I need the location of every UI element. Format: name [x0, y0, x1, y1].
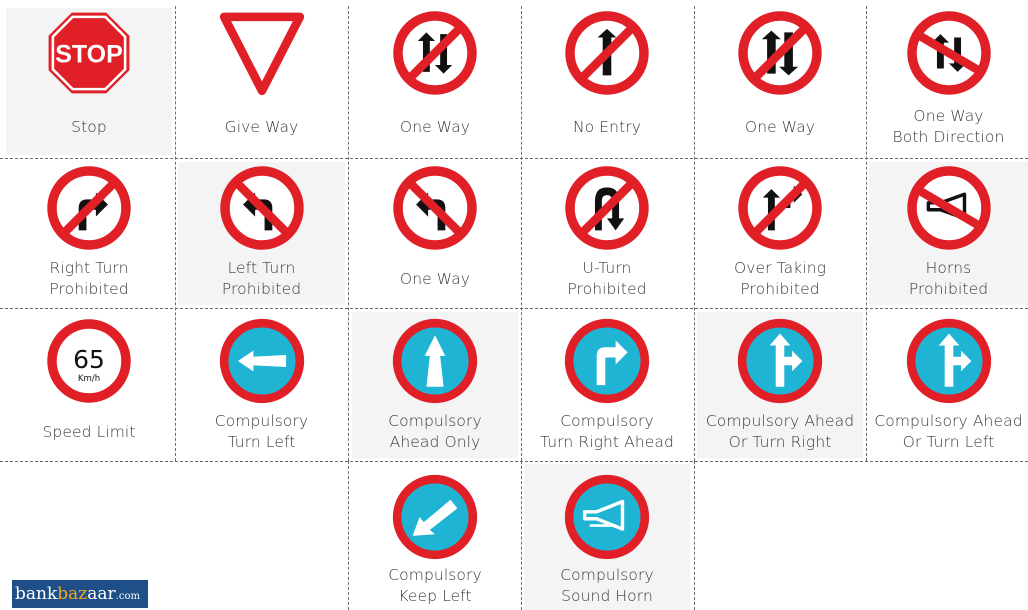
ahead-or-right-arrow-icon: [906, 318, 992, 404]
sign-cell-over-taking-prohibited: [697, 162, 863, 305]
sign-label-line: Horns: [925, 259, 972, 277]
column-divider: [866, 6, 867, 461]
ahead-or-right-arrow-icon: [737, 318, 823, 404]
sign-label-line: One Way: [399, 118, 471, 136]
sign-label-line: Compulsory: [560, 412, 654, 430]
bankbazaar-logo: [12, 580, 148, 608]
sign-label-line: Compulsory Ahead: [874, 412, 1023, 430]
sign-label: [352, 411, 518, 453]
both-direction-prohibited-icon: [906, 10, 992, 96]
sign-cell-compulsory-turn-right-ahead: [524, 312, 690, 458]
column-divider: [348, 6, 349, 461]
sign-cell-compulsory-turn-left: [178, 312, 345, 458]
svg-text:STOP: STOP: [55, 40, 123, 69]
sign-label-line: Ahead Only: [389, 433, 481, 451]
sign-cell-compulsory-ahead-only: [352, 312, 518, 458]
sign-cell-one-way-3: [352, 162, 518, 305]
sign-label-line: Compulsory: [214, 412, 309, 430]
column-divider: [175, 6, 176, 461]
sign-label-line: Prohibited: [740, 280, 820, 298]
sign-label-line: Over Taking: [733, 259, 827, 277]
left-turn-prohibited-icon: [219, 165, 305, 251]
sign-label-line: Keep Left: [398, 587, 472, 605]
speed-value: 65: [73, 344, 105, 374]
sign-label-line: Compulsory Ahead: [705, 412, 855, 430]
overtaking-prohibited-icon: [737, 165, 823, 251]
sign-label: [524, 258, 690, 300]
right-turn-prohibited-icon: [46, 165, 132, 251]
sign-label-line: Prohibited: [908, 280, 989, 298]
sign-label-line: Prohibited: [49, 280, 129, 298]
keep-left-arrow-icon: [392, 474, 478, 560]
sign-label-line: Turn Left: [227, 433, 296, 451]
sign-cell-horns-prohibited: [869, 162, 1028, 305]
row-divider: [0, 461, 1028, 462]
sign-label-line: One Way: [399, 270, 471, 288]
sign-label-line: One Way: [744, 118, 816, 136]
sign-label-line: Compulsory: [388, 566, 482, 584]
sign-label: [524, 117, 690, 138]
sign-label: [869, 258, 1028, 300]
sign-cell-compulsory-ahead-or-left: [869, 312, 1028, 458]
sign-label: [524, 565, 690, 607]
sign-label-line: Or Turn Left: [902, 433, 995, 451]
sign-label: [869, 411, 1028, 453]
turn-right-arrow-icon: [564, 318, 650, 404]
u-turn-prohibited-icon: [564, 165, 650, 251]
logo-text: bankbazaar.com: [15, 584, 140, 604]
sign-label: [6, 422, 172, 443]
sign-cell-stop: [6, 8, 172, 155]
sign-cell-give-way: [178, 8, 345, 155]
speed-unit: Km/h: [77, 373, 101, 384]
sign-label-line: Turn Right Ahead: [540, 433, 674, 451]
sign-label-line: Give Way: [224, 118, 299, 136]
sign-cell-one-way-1: [352, 8, 518, 155]
horn-prohibited-icon: [906, 165, 992, 251]
stop-octagon-icon: [46, 10, 132, 96]
sign-label-line: Left Turn: [227, 259, 296, 277]
sign-cell-speed-limit: [6, 312, 172, 458]
column-divider: [521, 6, 522, 461]
sign-label: [697, 117, 863, 138]
sign-label: [178, 117, 345, 138]
sign-label: [869, 106, 1028, 148]
give-way-triangle-icon: [219, 10, 305, 96]
horn-icon: [564, 474, 650, 560]
sign-cell-right-turn-prohibited: [6, 162, 172, 305]
left-arrow-icon: [219, 318, 305, 404]
row-divider: [0, 158, 1028, 159]
sign-label: [6, 117, 172, 138]
sign-label-line: Sound Horn: [561, 587, 653, 605]
sign-label: [178, 258, 345, 300]
sign-label-line: U-Turn: [582, 259, 632, 277]
sign-label: [6, 258, 172, 300]
no-entry-arrow-icon: [564, 10, 650, 96]
column-divider: [694, 461, 695, 610]
sign-label-line: Right Turn: [49, 259, 129, 277]
sign-label: [352, 117, 518, 138]
column-divider: [694, 6, 695, 461]
up-arrow-icon: [392, 318, 478, 404]
sign-label-line: Speed Limit: [42, 423, 136, 441]
sign-label-line: Or Turn Right: [728, 433, 832, 451]
sign-label-line: Compulsory: [388, 412, 482, 430]
sign-cell-left-turn-prohibited: [178, 162, 345, 305]
sign-label-line: No Entry: [572, 118, 642, 136]
sign-label: [524, 411, 690, 453]
sign-label-line: Compulsory: [560, 566, 654, 584]
sign-cell-no-entry: [524, 8, 690, 155]
sign-label-line: Prohibited: [567, 280, 647, 298]
sign-cell-one-way-both: [869, 8, 1028, 155]
left-turn-prohibited-icon: [392, 165, 478, 251]
up-down-arrows-prohibited-icon: [737, 10, 823, 96]
sign-cell-one-way-2: [697, 8, 863, 155]
no-overtaking-arrows-icon: [392, 10, 478, 96]
sign-cell-compulsory-keep-left: [352, 464, 518, 610]
sign-label-line: Both Direction: [892, 128, 1005, 146]
sign-label: [178, 411, 345, 453]
sign-label: [697, 258, 863, 300]
column-divider: [521, 461, 522, 610]
column-divider: [348, 461, 349, 610]
sign-label-line: Prohibited: [221, 280, 302, 298]
sign-label: [352, 565, 518, 607]
sign-label: [352, 269, 518, 290]
sign-label-line: One Way: [913, 107, 984, 125]
speed-limit-icon: [46, 318, 132, 404]
sign-cell-compulsory-ahead-or-right: [697, 312, 863, 458]
sign-cell-compulsory-sound-horn: [524, 464, 690, 610]
sign-label: [697, 411, 863, 453]
sign-label-line: Stop: [71, 118, 107, 136]
sign-cell-u-turn-prohibited: [524, 162, 690, 305]
row-divider: [0, 308, 1028, 309]
